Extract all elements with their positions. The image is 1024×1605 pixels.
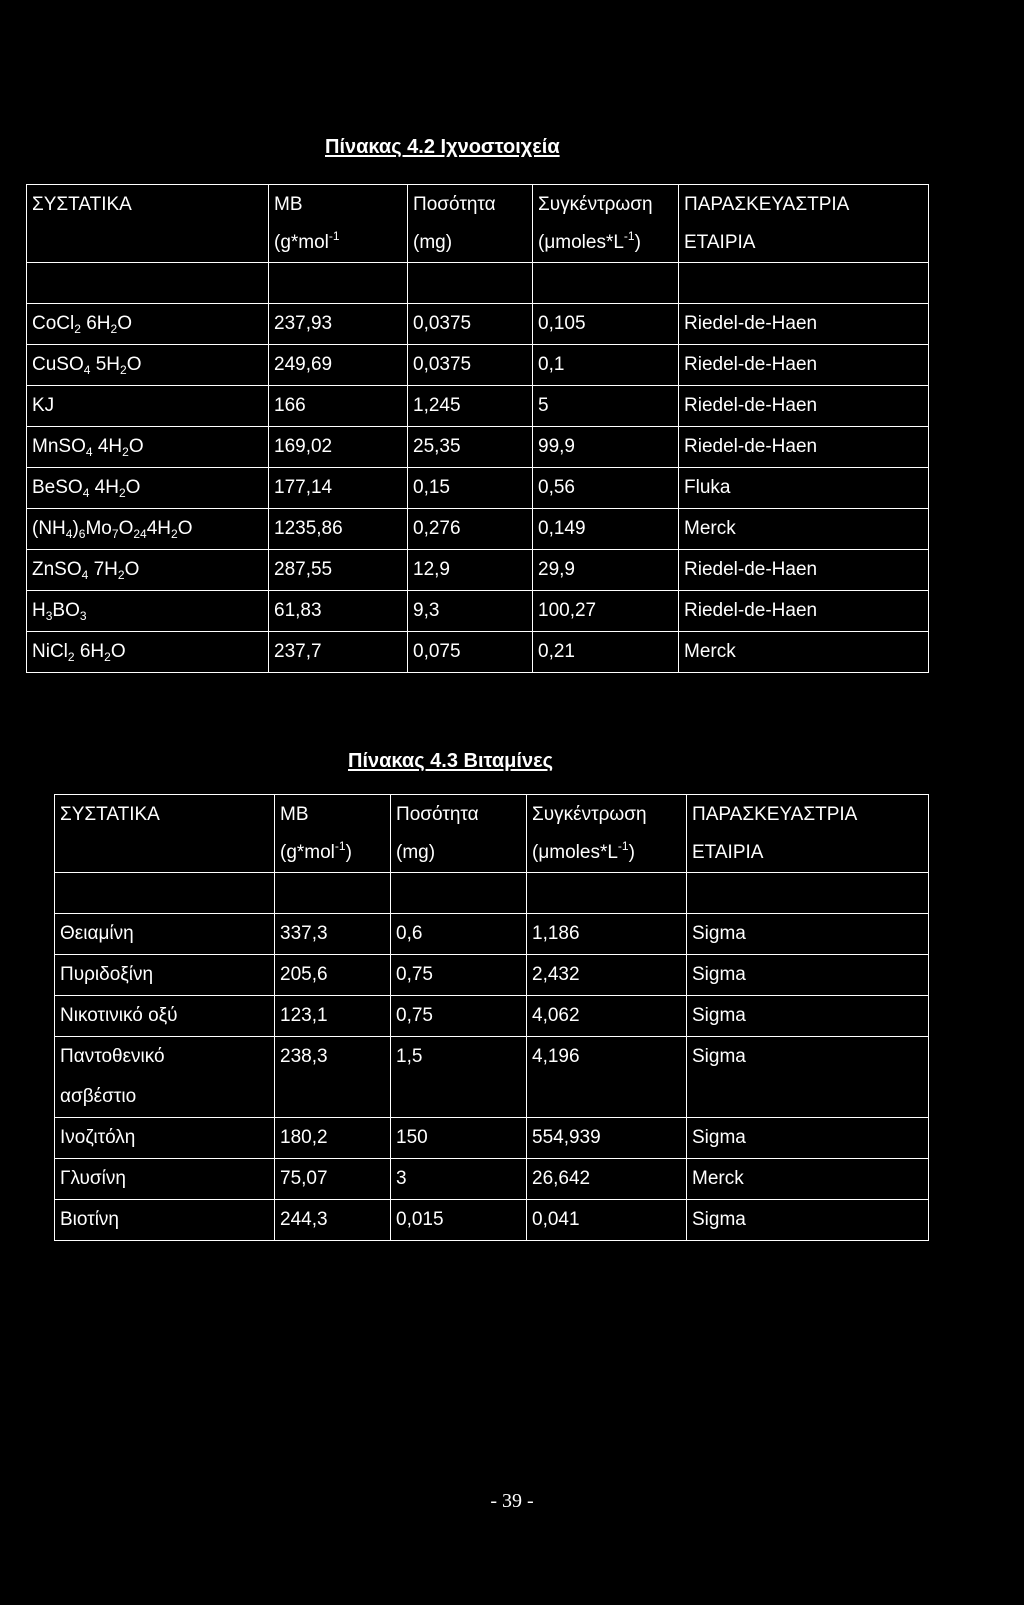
concentration-value: 0,149 [533,509,679,550]
quantity-value: 0,75 [391,996,527,1037]
concentration-value: 5 [533,386,679,427]
mb-value: 1235,86 [269,509,408,550]
component-name: $H_3BO_3$ [27,591,269,632]
concentration-value: 99,9 [533,427,679,468]
vitamins-table [54,794,929,1241]
table-row [55,914,929,955]
header-components: ΣΥΣΤΑΤΙΚΑ [55,795,275,873]
company-value: Merck [687,1159,929,1200]
concentration-value: 0,21 [533,632,679,673]
component-name: Ινοζιτόλη [55,1118,275,1159]
table-row [55,955,929,996]
company-value: Sigma [687,1037,929,1118]
quantity-value: 0,75 [391,955,527,996]
mb-value: 123,1 [275,996,391,1037]
company-value: Riedel-de-Haen [679,345,929,386]
mb-value: 238,3 [275,1037,391,1118]
header-mb: MB (g*mol$^{-1}$) [275,795,391,873]
header-company: ΠΑΡΑΣΚΕΥΑΣΤΡΙΑ ΕΤΑΙΡΙΑ [687,795,929,873]
mb-value: 75,07 [275,1159,391,1200]
company-value: Sigma [687,996,929,1037]
mb-value: 237,93 [269,304,408,345]
component-name: KJ [27,386,269,427]
concentration-value: 0,1 [533,345,679,386]
quantity-value: 9,3 [408,591,533,632]
quantity-value: 3 [391,1159,527,1200]
company-value: Riedel-de-Haen [679,550,929,591]
mb-value: 166 [269,386,408,427]
concentration-value: 4,062 [527,996,687,1037]
table-row [27,304,929,345]
header-quantity: Ποσότητα (mg) [391,795,527,873]
component-name: Βιοτίνη [55,1200,275,1241]
quantity-value: 0,0375 [408,345,533,386]
component-name: ZnSO$_4$ $7H_2O$ [27,550,269,591]
table-row [55,1037,929,1118]
table-row [55,996,929,1037]
company-value: Riedel-de-Haen [679,386,929,427]
component-name: $(NH_4)_6Mo_7O_{24}4H_2O$ [27,509,269,550]
table-blank-row [27,263,929,304]
header-components: ΣΥΣΤΑΤΙΚΑ [27,185,269,263]
component-name: Νικοτινικό οξύ [55,996,275,1037]
mb-value: 180,2 [275,1118,391,1159]
table-row [55,1200,929,1241]
component-name: MnSO$_4$ $4H_2O$ [27,427,269,468]
component-name: CuSO$_4$ $5H_2O$ [27,345,269,386]
company-value: Merck [679,632,929,673]
concentration-value: 4,196 [527,1037,687,1118]
quantity-value: 0,15 [408,468,533,509]
component-name: CoCl$_2$ $6H_2O$ [27,304,269,345]
table-row [55,1159,929,1200]
table-row [27,345,929,386]
table-blank-row [55,873,929,914]
concentration-value: 1,186 [527,914,687,955]
quantity-value: 0,015 [391,1200,527,1241]
table-row [27,427,929,468]
table-row [27,632,929,673]
quantity-value: 1,5 [391,1037,527,1118]
concentration-value: 2,432 [527,955,687,996]
mb-value: 61,83 [269,591,408,632]
mb-value: 287,55 [269,550,408,591]
concentration-value: 100,27 [533,591,679,632]
company-value: Sigma [687,955,929,996]
company-value: Riedel-de-Haen [679,427,929,468]
header-concentration: Συγκέντρωση $(\mu moles*L^{-1})$ [527,795,687,873]
component-name: NiCl$_2$ $6H_2O$ [27,632,269,673]
company-value: Merck [679,509,929,550]
table-row [55,1118,929,1159]
mb-value: 169,02 [269,427,408,468]
concentration-value: 554,939 [527,1118,687,1159]
header-mb: MB (g*mol$^{-1}$ [269,185,408,263]
table2-title: Πίνακας 4.3 Βιταμίνες [348,750,553,772]
quantity-value: 150 [391,1118,527,1159]
table-header-row [27,185,929,263]
table-row [27,468,929,509]
mb-value: 177,14 [269,468,408,509]
table1-title: Πίνακας 4.2 Ιχνοστοιχεία [325,136,560,158]
quantity-value: 0,075 [408,632,533,673]
quantity-value: 0,276 [408,509,533,550]
concentration-value: 0,041 [527,1200,687,1241]
header-concentration: Συγκέντρωση $(\mu moles*L^{-1})$ [533,185,679,263]
component-name: Θειαμίνη [55,914,275,955]
quantity-value: 1,245 [408,386,533,427]
trace-elements-table [26,184,929,673]
component-name: BeSO$_4$ $4H_2O$ [27,468,269,509]
mb-value: 205,6 [275,955,391,996]
page-number: - 39 - [490,1490,534,1512]
concentration-value: 0,105 [533,304,679,345]
quantity-value: 25,35 [408,427,533,468]
mb-value: 337,3 [275,914,391,955]
company-value: Riedel-de-Haen [679,304,929,345]
concentration-value: 26,642 [527,1159,687,1200]
quantity-value: 0,6 [391,914,527,955]
table-row [27,386,929,427]
company-value: Sigma [687,1200,929,1241]
concentration-value: 0,56 [533,468,679,509]
mb-value: 244,3 [275,1200,391,1241]
company-value: Sigma [687,914,929,955]
table-row [27,550,929,591]
company-value: Fluka [679,468,929,509]
mb-value: 249,69 [269,345,408,386]
table-row [27,509,929,550]
table-row [27,591,929,632]
component-name: Πυριδοξίνη [55,955,275,996]
table-header-row [55,795,929,873]
mb-value: 237,7 [269,632,408,673]
quantity-value: 0,0375 [408,304,533,345]
quantity-value: 12,9 [408,550,533,591]
header-company: ΠΑΡΑΣΚΕΥΑΣΤΡΙΑ ΕΤΑΙΡΙΑ [679,185,929,263]
company-value: Riedel-de-Haen [679,591,929,632]
header-quantity: Ποσότητα (mg) [408,185,533,263]
concentration-value: 29,9 [533,550,679,591]
component-name: Παντοθενικό ασβέστιο [55,1037,275,1118]
company-value: Sigma [687,1118,929,1159]
component-name: Γλυσίνη [55,1159,275,1200]
